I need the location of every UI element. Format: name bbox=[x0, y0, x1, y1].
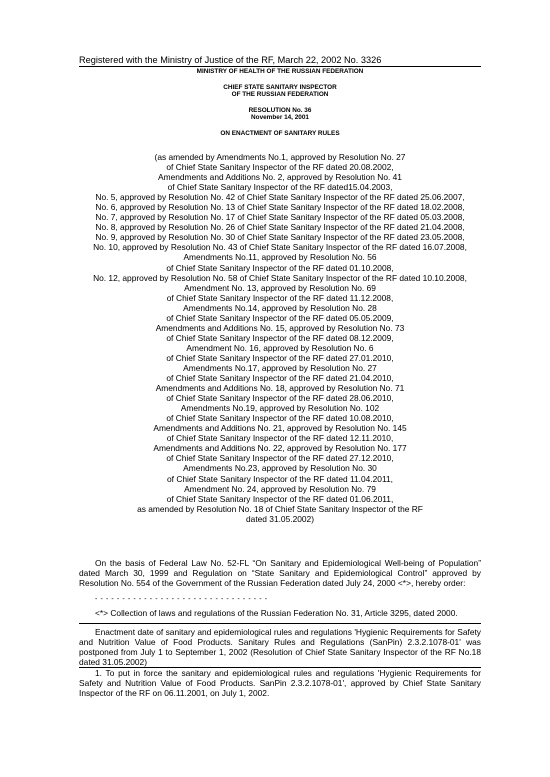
amendment-line: of Chief State Sanitary Inspector of the RF dated 20.08.2002, bbox=[166, 162, 394, 173]
amendment-line: Amendment No. 13, approved by Resolution No. 69 bbox=[184, 282, 376, 293]
ministry-heading: MINISTRY OF HEALTH OF THE RUSSIAN FEDERATION bbox=[196, 68, 364, 75]
amendment-line: No. 9, approved by Resolution No. 30 of Chief State Sanitary Inspector of the RF dated 23.05.2008, bbox=[95, 232, 465, 243]
resolution-date: November 14, 2001 bbox=[251, 114, 309, 121]
footnote-separator: - - - - - - - - - - - - - - - - - - - - - - - - - - - - - - - - bbox=[95, 596, 268, 603]
amendment-line: No. 7, approved by Resolution No. 17 of Chief State Sanitary Inspector of the RF dated 05.03.2008, bbox=[95, 212, 465, 223]
amendment-line: of Chief State Sanitary Inspector of the RF dated 27.01.2010, bbox=[166, 352, 394, 363]
amendment-line: of Chief State Sanitary Inspector of the RF dated 12.11.2010, bbox=[166, 433, 394, 444]
amendment-line: as amended by Resolution No. 18 of Chief State Sanitary Inspector of the RF bbox=[137, 503, 423, 514]
amendment-line: Amendments and Additions No. 21, approved by Resolution No. 145 bbox=[153, 423, 407, 434]
amendment-line: No. 12, approved by Resolution No. 58 of Chief State Sanitary Inspector of the RF dated 10.10.2008, bbox=[93, 272, 467, 283]
amendment-line: of Chief State Sanitary Inspector of the RF dated 11.12.2008, bbox=[166, 292, 394, 303]
amendment-line: Amendment No. 24, approved by Resolution No. 79 bbox=[184, 483, 376, 494]
resolution-number: RESOLUTION No. 36 bbox=[248, 107, 312, 114]
amendment-line: of Chief State Sanitary Inspector of the RF dated 05.05.2009, bbox=[166, 312, 394, 323]
item-1-paragraph: 1. To put in force the sanitary and epidemiological rules and regulations 'Hygienic Requirements for Safety and Nutrition Value of Food Products. SanPin 2.3.2.1078-01', approved by Chief State Sanitary Inspector of the RF on 06.11.2001, on July 1, 2002. bbox=[79, 668, 481, 698]
amendment-line: Amendments No.17, approved by Resolution No. 27 bbox=[183, 362, 377, 373]
inspector-heading-line1: CHIEF STATE SANITARY INSPECTOR bbox=[223, 84, 337, 91]
amendment-line: Amendment No. 16, approved by Resolution No. 6 bbox=[186, 342, 374, 353]
amendment-line: Amendments and Additions No. 22, approved by Resolution No. 177 bbox=[153, 443, 407, 454]
amendment-line: Amendments No.11, approved by Resolution No. 56 bbox=[183, 252, 377, 263]
amendment-line: Amendments and Additions No. 18, approved by Resolution No. 71 bbox=[155, 383, 405, 394]
amendment-line: of Chief State Sanitary Inspector of the RF dated 01.06.2011, bbox=[166, 493, 394, 504]
footnote: <*> Collection of laws and regulations of the Russian Federation No. 31, Article 3295, dated 2000. bbox=[95, 608, 458, 618]
amendment-line: of Chief State Sanitary Inspector of the RF dated 08.12.2009, bbox=[166, 332, 394, 343]
amendment-line: Amendments No.23, approved by Resolution No. 30 bbox=[183, 463, 377, 474]
amendment-line: of Chief State Sanitary Inspector of the RF dated 28.06.2010, bbox=[166, 393, 394, 404]
amendment-line: Amendments and Additions No. 2, approved by Resolution No. 41 bbox=[158, 172, 402, 183]
section-divider-top bbox=[79, 623, 481, 624]
basis-paragraph: On the basis of Federal Law No. 52-FL “On Sanitary and Epidemiological Well-being of Population” dated March 30, 1999 and Regulation on “State Sanitary and Epidemiological Control” approved by Resolution No. 554 of the Government of the Russian Federation dated July 24, 2000 <*>, hereby order: bbox=[79, 558, 481, 588]
amendment-line: of Chief State Sanitary Inspector of the RF dated 01.10.2008, bbox=[166, 262, 394, 273]
amendment-line: No. 6, approved by Resolution No. 13 of Chief State Sanitary Inspector of the RF dated 18.02.2008, bbox=[95, 202, 465, 213]
amendment-line: No. 5, approved by Resolution No. 42 of Chief State Sanitary Inspector of the RF dated 25.06.2007, bbox=[95, 192, 465, 203]
amendments-block bbox=[79, 152, 481, 524]
amendment-line: Amendments No.14, approved by Resolution No. 28 bbox=[183, 302, 377, 313]
amendment-line: Amendments No.19, approved by Resolution No. 102 bbox=[180, 403, 380, 414]
registration-line: Registered with the Ministry of Justice of the RF, March 22, 2002 No. 3326 bbox=[79, 55, 481, 67]
inspector-heading-line2: OF THE RUSSIAN FEDERATION bbox=[231, 91, 329, 98]
amendment-line: dated 31.05.2002) bbox=[246, 513, 314, 524]
document-title: ON ENACTMENT OF SANITARY RULES bbox=[220, 130, 340, 137]
enactment-note: Enactment date of sanitary and epidemiological rules and regulations 'Hygienic Requirements for Safety and Nutrition Value of Food Products. Sanitary Rules and Regulations (SanPin) 2.3.2.1078-01' was postponed from July 1 to September 1, 2002 (Resolution of Chief State Sanitary Inspector of the RF No.18 dated 31.05.2002) bbox=[79, 627, 481, 667]
amendment-line: of Chief State Sanitary Inspector of the RF dated 21.04.2010, bbox=[166, 373, 394, 384]
amendment-line: Amendments and Additions No. 15, approved by Resolution No. 73 bbox=[155, 322, 405, 333]
amendment-line: No. 10, approved by Resolution No. 43 of Chief State Sanitary Inspector of the RF dated 16.07.2008, bbox=[93, 242, 467, 253]
amendment-line: No. 8, approved by Resolution No. 26 of Chief State Sanitary Inspector of the RF dated 21.04.2008, bbox=[95, 222, 465, 233]
amendment-line: of Chief State Sanitary Inspector of the RF dated 27.12.2010, bbox=[166, 453, 394, 464]
amendment-line: of Chief State Sanitary Inspector of the RF dated 10.08.2010, bbox=[166, 413, 394, 424]
amendment-line: of Chief State Sanitary Inspector of the RF dated 11.04.2011, bbox=[167, 473, 393, 484]
amendment-line: (as amended by Amendments No.1, approved by Resolution No. 27 bbox=[154, 152, 406, 162]
amendment-line: of Chief State Sanitary Inspector of the RF dated15.04.2003, bbox=[167, 182, 393, 193]
